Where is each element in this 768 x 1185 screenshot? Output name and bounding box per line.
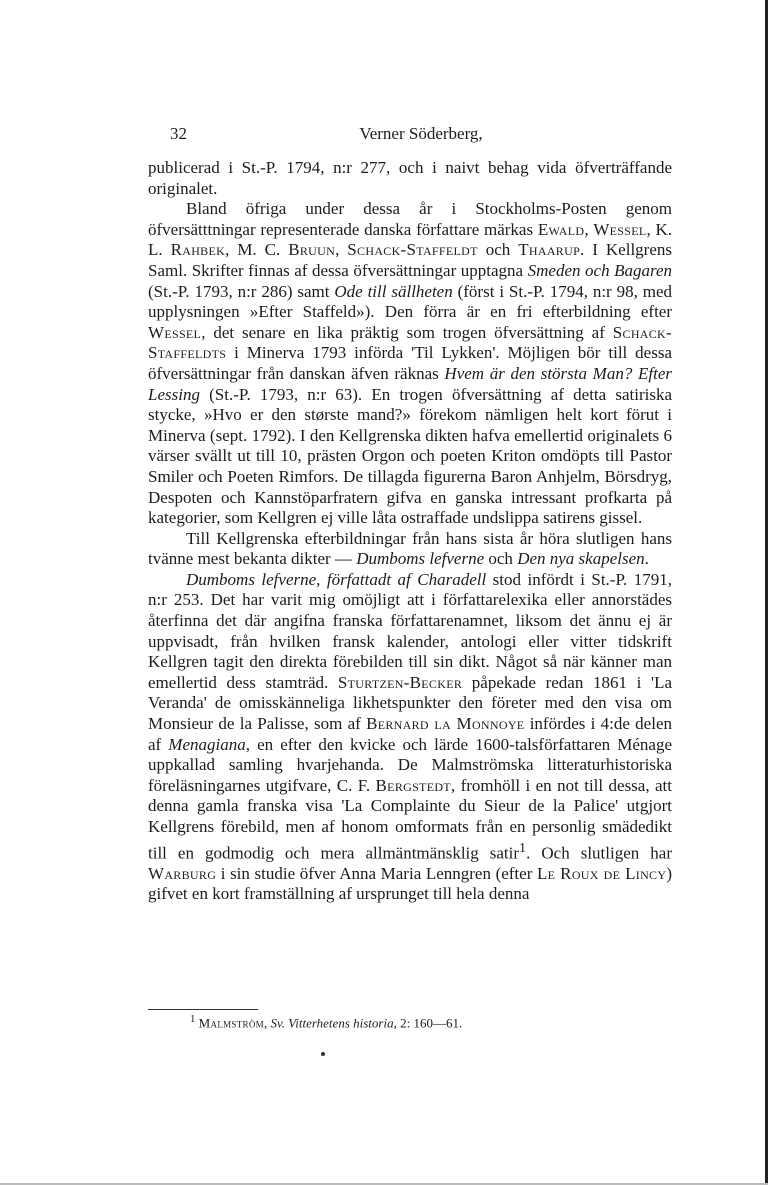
author-name: Thaarup [518, 240, 581, 260]
paragraph-1 [148, 158, 672, 199]
work-title: Hvem är den största Man? Efter Lessing [148, 363, 672, 404]
text-run: Bland öfriga under dessa år i Stockholms-Posten genom öfversätttningar representerade danska författare märkas [148, 199, 672, 239]
text-run: och [477, 240, 519, 260]
page-number: 32 [170, 124, 187, 143]
author-name: Ewald [537, 219, 585, 239]
paragraph-2 [148, 199, 672, 529]
text-run: , K. L. [148, 219, 673, 260]
text-run: (först i St.-P. 1794, n:r 98, med upplysningen »Efter Staffeld»). Den förra är en fri efterbildning efter [148, 281, 672, 322]
text-run: , fromhöll i en not till dessa, att denna gamla franska visa 'La Complainte du Sieur de la Palice' utgjort Kellgrens förebild, men af honom omformats från en personlig smädedikt till en godmodig och mera allmäntmänsklig satir [148, 775, 672, 863]
footnote-separator: , [263, 1015, 271, 1031]
text-run: (St.-P. 1793, n:r 286) samt [148, 281, 335, 301]
running-title: Verner Söderberg, [359, 124, 483, 143]
text-run: . Och slutligen har [526, 843, 672, 863]
author-name: Bruun [288, 240, 336, 260]
text-run: stod infördt i St.-P. 1791, n:r 253. Det har varit mig omöjligt att i författarelexika eller annorstädes återfinna det där angifna franska författarenamnet, liksom det ännu ej är uppvisadt, från hvilken fransk kalender, antologi eller vitter tidskrift Kellgren tagit den direkta förebilden till sin dikt. Något så när känner man emellertid dess stamträd. [148, 569, 673, 692]
page-header [170, 124, 672, 148]
author-name: Rahbek [170, 240, 226, 260]
work-title: Dumboms lefverne, författadt af Charadell [186, 569, 487, 589]
text-run: , det senare en lika präktig som trogen öfversättning af [201, 322, 613, 342]
footnote-author: Malmström [198, 1015, 264, 1031]
text-run: , [584, 219, 594, 239]
text-run: publicerad i St.-P. 1794, n:r 277, och i naivt behag vida öfverträffande originalet. [148, 158, 672, 198]
author-name: Warburg [148, 863, 217, 883]
text-run: , [335, 240, 348, 260]
work-title: Menagiana [168, 734, 246, 754]
text-run: , en efter den kvicke och lärde 1600-talsförfattaren Ménage uppkallad samling hvarjehanda. De Malmströmska litteraturhistoriska föreläsningarnes utgifvare, C. F. [148, 734, 672, 795]
footnote-marker: 1 [190, 1013, 196, 1025]
author-name: Le Roux de Lincy [536, 863, 667, 883]
text-run: , M. C. [225, 240, 289, 260]
work-title: Den nya skapelsen [517, 549, 645, 569]
footnote-title: Sv. Vitterhetens historia [270, 1015, 394, 1031]
work-title: Smeden och Bagaren [527, 260, 673, 280]
author-name: Wessel [593, 219, 647, 239]
work-title: Ode till sällheten [334, 281, 453, 301]
text-run: i sin studie öfver Anna Maria Lenngren (efter [216, 863, 537, 883]
author-name: Schack-Staffeldts [148, 322, 672, 363]
author-name: Schack-Staffeldt [347, 240, 478, 260]
paragraph-3 [148, 529, 672, 570]
text-run: (St.-P. 1793, n:r 63). En trogen öfversättning af detta satiriska stycke, »Hvo er den største mand?» förekom nämligen helt kort förut i Minerva (sept. 1792). I den Kellgrenska dikten hafva emellertid originalets 6 värser svällt ut till 10, prästen Orgon och poeten Kriton omdöpts till Pastor Smiler och Poeten Rimfors. De tillagda figurerna Baron Anhjelm, Börsdryg, Despoten och Kannstöparfratern gifva en ganska intressant profkarta på kategorier, som Kellgren ej ville låta ostraffade undslippa satirens gissel. [148, 384, 672, 528]
body-text [148, 158, 672, 905]
footnote-reference: 1 [519, 839, 527, 856]
work-title: Dumboms lefverne [356, 549, 485, 569]
text-run: påpekade redan 1861 i 'La Veranda' de omisskänneliga likhetspunkter den företer med den visa om Monsieur de la Palisse, som af [148, 672, 672, 734]
author-name: Sturtzen-Becker [337, 672, 463, 692]
text-run: Till Kellgrenska efterbildningar från hans sista år höra slutligen hans tvänne mest bekanta dikter — [148, 528, 672, 569]
text-run: . I Kellgrens Saml. Skrifter finnas af dessa öfversättningar upptagna [148, 240, 672, 280]
text-run: . [644, 549, 649, 569]
text-run: i Minerva 1793 införda 'Til Lykken'. Möjligen bör till dessa öfversättningar från danskan äfven räknas [148, 343, 672, 383]
text-run: och [484, 549, 518, 569]
paragraph-4 [148, 570, 672, 905]
author-name: Bergstedt [375, 775, 451, 795]
text-run: infördes i 4:de delen af [148, 714, 672, 754]
text-run: ) gifvet en kort framställning af ursprunget till hela denna [148, 863, 672, 904]
footnote [190, 1011, 670, 1031]
stray-mark [321, 1052, 325, 1056]
author-name: Wessel [148, 322, 202, 342]
footnote-reference-text: , 2: 160—61. [393, 1015, 463, 1031]
footnote-divider [148, 1009, 258, 1010]
author-name: Bernard la Monnoye [366, 714, 525, 734]
